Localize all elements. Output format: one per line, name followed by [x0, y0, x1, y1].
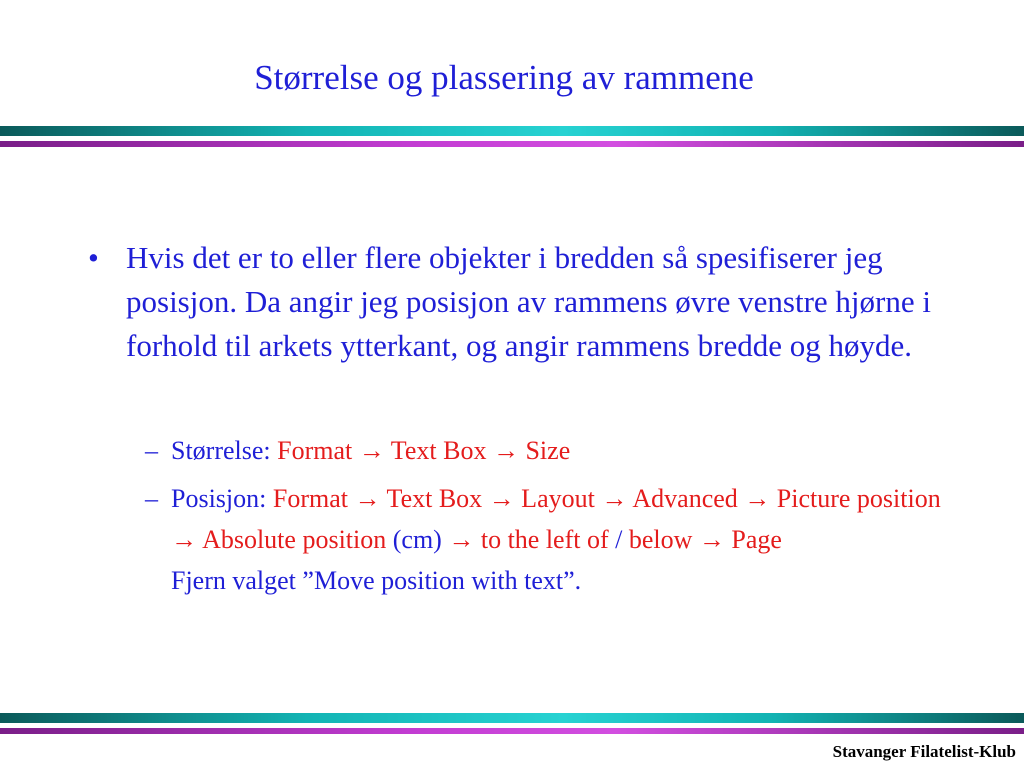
top-divider [0, 126, 1024, 147]
slide-title: Størrelse og plassering av rammene [254, 58, 754, 97]
position-unit: (cm) [386, 525, 449, 554]
sub-bullet-size [145, 430, 945, 471]
size-menu-path: Format → Text Box → Size [277, 436, 571, 465]
top-divider-teal [0, 126, 1024, 136]
position-menu-path: Format → Text Box → Layout → Advanced → Picture position → Absolute position [171, 484, 941, 554]
bottom-divider [0, 713, 1024, 734]
bottom-divider-teal [0, 713, 1024, 723]
footer-club-name: Stavanger Filatelist-Klub [832, 742, 1016, 761]
bullet-marker: • [88, 240, 99, 275]
size-label: Størrelse: [171, 436, 278, 465]
main-bullet [88, 236, 948, 368]
sub-bullet-marker: – [145, 484, 158, 513]
bottom-divider-magenta [0, 728, 1024, 734]
position-note: Fjern valget ”Move position with text”. [171, 566, 582, 595]
sub-bullet-marker: – [145, 436, 158, 465]
sub-bullet-position [145, 478, 945, 601]
main-bullet-text: Hvis det er to eller flere objekter i bredden så spesifiserer jeg posisjon. Da angir jeg posisjon av rammens øvre venstre hjørne i forhold til arkets ytterkant, og angir rammens bredde og høyde. [126, 240, 931, 363]
position-menu-path-end: below → Page [628, 525, 782, 554]
position-menu-path-continued: → to the left of [448, 525, 609, 554]
position-label: Posisjon: [171, 484, 273, 513]
position-slash: / [608, 525, 629, 554]
top-divider-magenta [0, 141, 1024, 147]
